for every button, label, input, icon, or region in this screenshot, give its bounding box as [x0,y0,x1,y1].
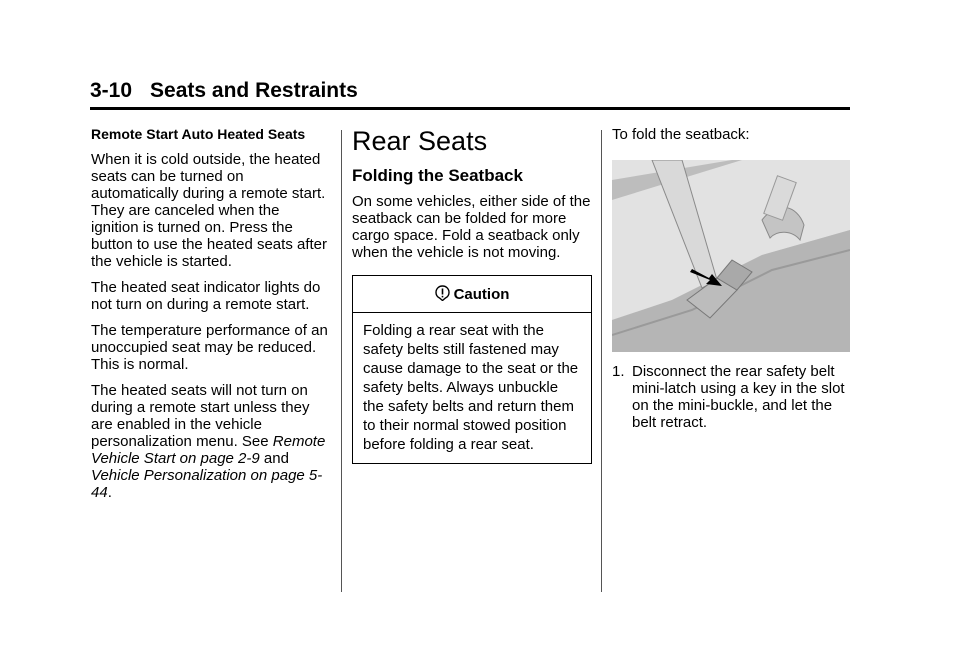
column-right [612,126,852,431]
section-title: Seats and Restraints [150,79,358,102]
paragraph-text: and [259,450,289,467]
paragraph: The temperature performance of an unoccupied seat may be reduced. This is normal. [91,322,328,373]
step-text: Disconnect the rear safety belt mini-latch using a key in the slot on the mini-buckle, and let the belt retract. [632,363,845,431]
page-header [90,78,850,110]
remote-start-heading: Remote Start Auto Heated Seats [91,126,306,142]
folding-seatback-subtitle: Folding the Seatback [352,166,523,185]
ref-remote-vehicle-start[interactable]: Remote Vehicle Start on page 2-9 [91,433,326,467]
steps-intro: To fold the seatback: [612,126,750,143]
caution-box [352,275,592,464]
column-divider-2 [601,130,602,592]
paragraph: On some vehicles, either side of the seatback can be folded for more cargo space. Fold a seatback only when the vehicle is not moving. [352,193,591,261]
step-1 [612,363,852,431]
paragraph-text: The heated seats will not turn on during a remote start unless they are enabled in the vehicle personalization menu. See [91,382,310,450]
paragraph: The heated seat indicator lights do not turn on during a remote start. [91,279,321,313]
caution-text: Folding a rear seat with the safety belts still fastened may cause damage to the seat or the safety belts. Always unbuckle the safety belts and return them to their normal stowed position before folding a rear seat. [363,322,579,453]
page-number: 3-10 [90,79,133,102]
step-number: 1. [612,363,625,380]
paragraph-with-refs [91,382,331,501]
rear-seats-title: Rear Seats [352,126,488,156]
paragraph: When it is cold outside, the heated seats can be turned on automatically during a remote start. They are canceled when the ignition is turned on. Press the button to use the heated seats after the vehicle is started. [91,151,328,270]
seatbelt-illustration [612,160,850,352]
column-middle [352,126,592,464]
column-divider-1 [341,130,342,592]
ref-vehicle-personalization[interactable]: Vehicle Personalization on page 5-44 [91,467,323,501]
caution-header [353,276,591,313]
caution-label: Caution [453,286,510,303]
paragraph-text: . [107,484,112,501]
column-left [91,126,331,510]
warning-icon [435,285,450,301]
